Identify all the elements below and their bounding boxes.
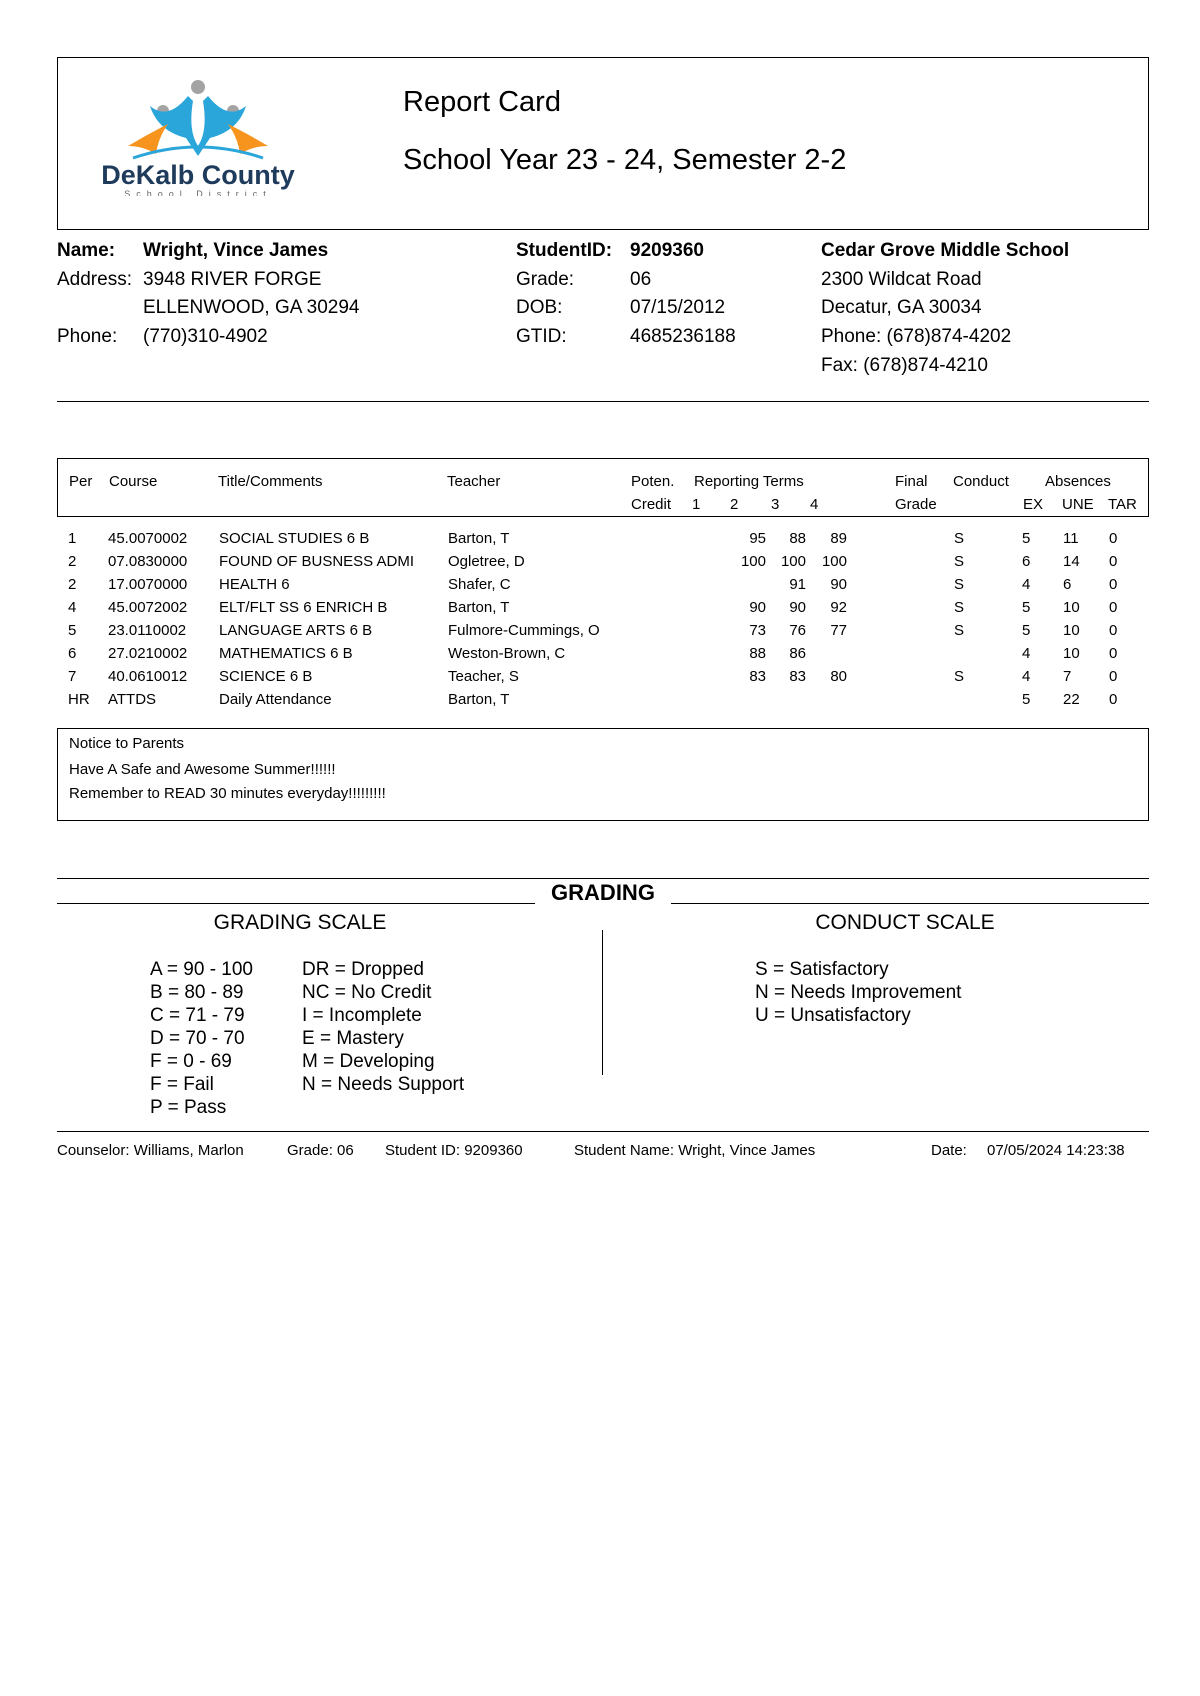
cell-ex: 5	[1022, 691, 1031, 708]
cell-tar: 0	[1109, 530, 1118, 547]
school-address-2: Decatur, GA 30034	[821, 297, 982, 318]
cell-teacher: Barton, T	[448, 691, 510, 708]
address-line-2: ELLENWOOD, GA 30294	[143, 297, 360, 318]
cell-t3: 90	[830, 576, 847, 593]
col-credit: Credit	[631, 496, 672, 513]
cell-teacher: Barton, T	[448, 599, 510, 616]
footer-grade: Grade: 06	[287, 1142, 354, 1159]
conduct-scale-item: N = Needs Improvement	[755, 982, 962, 1003]
cell-teacher: Ogletree, D	[448, 553, 525, 570]
conduct-scale-item: S = Satisfactory	[755, 959, 889, 980]
col-term-2: 2	[730, 496, 739, 513]
cell-title: MATHEMATICS 6 B	[219, 645, 353, 662]
cell-title: SCIENCE 6 B	[219, 668, 313, 685]
grade-scale-item: F = Fail	[150, 1074, 214, 1095]
col-poten: Poten.	[631, 473, 675, 490]
cell-une: 10	[1063, 622, 1080, 639]
grade-code-item: DR = Dropped	[302, 959, 424, 980]
cell-tar: 0	[1109, 645, 1118, 662]
cell-t1: 100	[740, 553, 766, 570]
cell-tar: 0	[1109, 691, 1118, 708]
cell-t2: 88	[789, 530, 806, 547]
cell-t2: 83	[789, 668, 806, 685]
cell-ex: 4	[1022, 576, 1031, 593]
col-course: Course	[109, 473, 158, 490]
cell-t2: 86	[789, 645, 806, 662]
notice-box	[57, 728, 1149, 821]
cell-t3: 92	[830, 599, 847, 616]
logo-tagline: School District	[124, 189, 272, 196]
grade-scale-item: C = 71 - 79	[150, 1005, 245, 1026]
cell-per: 6	[68, 645, 77, 662]
col-title: Title/Comments	[218, 473, 323, 490]
table-row	[57, 645, 1149, 668]
cell-teacher: Shafer, C	[448, 576, 511, 593]
school-name: Cedar Grove Middle School	[821, 240, 1070, 261]
col-teacher: Teacher	[447, 473, 501, 490]
cell-per: 1	[68, 530, 77, 547]
grades-table-body	[57, 530, 1149, 715]
col-term-4: 4	[810, 496, 819, 513]
col-ex: EX	[1023, 496, 1044, 513]
table-row	[57, 622, 1149, 645]
cell-ex: 5	[1022, 622, 1031, 639]
grade-code-item: I = Incomplete	[302, 1005, 422, 1026]
address-label: Address:	[57, 269, 132, 290]
grading-top-rule	[57, 878, 1149, 879]
student-phone: (770)310-4902	[143, 326, 268, 347]
cell-t2: 100	[780, 553, 806, 570]
student-name: Wright, Vince James	[143, 240, 329, 261]
cell-title: FOUND OF BUSNESS ADMI	[219, 553, 415, 570]
cell-title: LANGUAGE ARTS 6 B	[219, 622, 373, 639]
logo-wordmark: DeKalb County	[101, 160, 295, 190]
cell-ex: 4	[1022, 645, 1031, 662]
footer-date-label: Date:	[931, 1142, 967, 1159]
cell-t1: 88	[749, 645, 766, 662]
student-gtid: 4685236188	[630, 326, 736, 347]
conduct-scale-title: CONDUCT SCALE	[815, 911, 995, 934]
info-divider	[57, 401, 1149, 402]
cell-per: 2	[68, 576, 77, 593]
cell-conduct: S	[954, 553, 965, 570]
cell-course: 45.0072002	[108, 599, 188, 616]
school-phone: Phone: (678)874-4202	[821, 326, 1012, 347]
cell-conduct: S	[954, 622, 965, 639]
cell-teacher: Teacher, S	[448, 668, 519, 685]
cell-teacher: Fulmore-Cummings, O	[448, 622, 600, 639]
cell-course: 23.0110002	[108, 622, 187, 639]
notice-line-2: Remember to READ 30 minutes everyday!!!!!!!!!	[69, 785, 386, 802]
footer-date: 07/05/2024 14:23:38	[987, 1142, 1125, 1159]
cell-course: 40.0610012	[108, 668, 188, 685]
cell-t1: 83	[749, 668, 766, 685]
grading-heading: GRADING	[535, 880, 671, 906]
cell-ex: 4	[1022, 668, 1031, 685]
table-row	[57, 576, 1149, 599]
cell-une: 10	[1063, 599, 1080, 616]
cell-une: 22	[1063, 691, 1080, 708]
notice-line-1: Have A Safe and Awesome Summer!!!!!!	[69, 761, 336, 778]
cell-t2: 91	[789, 576, 806, 593]
cell-ex: 5	[1022, 530, 1031, 547]
cell-t1: 90	[749, 599, 766, 616]
cell-per: 5	[68, 622, 77, 639]
col-tar: TAR	[1108, 496, 1137, 513]
cell-t3: 80	[830, 668, 847, 685]
cell-une: 14	[1063, 553, 1080, 570]
cell-t1: 95	[749, 530, 766, 547]
student-id-label: StudentID:	[516, 240, 613, 261]
grades-table-header	[57, 458, 1149, 517]
grade-code-item: M = Developing	[302, 1051, 435, 1072]
cell-ex: 6	[1022, 553, 1031, 570]
gtid-label: GTID:	[516, 326, 567, 347]
cell-t3: 77	[830, 622, 847, 639]
col-une: UNE	[1062, 496, 1094, 513]
grade-code-item: N = Needs Support	[302, 1074, 465, 1095]
cell-per: 7	[68, 668, 77, 685]
grade-label: Grade:	[516, 269, 575, 290]
school-fax: Fax: (678)874-4210	[821, 355, 988, 376]
cell-course: 45.0070002	[108, 530, 188, 547]
grading-scale-title: GRADING SCALE	[213, 911, 387, 934]
footer-student-id: Student ID: 9209360	[385, 1142, 523, 1159]
cell-ex: 5	[1022, 599, 1031, 616]
student-grade: 06	[630, 269, 652, 290]
conduct-scale-item: U = Unsatisfactory	[755, 1005, 911, 1026]
table-row	[57, 668, 1149, 691]
cell-t3: 100	[821, 553, 847, 570]
cell-tar: 0	[1109, 622, 1118, 639]
student-dob: 07/15/2012	[630, 297, 726, 318]
cell-une: 11	[1063, 530, 1079, 547]
header-box	[57, 57, 1149, 230]
cell-tar: 0	[1109, 599, 1118, 616]
cell-title: ELT/FLT SS 6 ENRICH B	[219, 599, 388, 616]
cell-une: 7	[1063, 668, 1072, 685]
district-logo-graphic	[98, 76, 298, 196]
cell-conduct: S	[954, 599, 965, 616]
cell-conduct: S	[954, 576, 965, 593]
cell-course: ATTDS	[108, 691, 157, 708]
cell-t2: 90	[789, 599, 806, 616]
col-absences: Absences	[1045, 473, 1111, 490]
cell-t3: 89	[830, 530, 847, 547]
cell-course: 17.0070000	[108, 576, 188, 593]
cell-tar: 0	[1109, 668, 1118, 685]
cell-teacher: Barton, T	[448, 530, 510, 547]
cell-per: HR	[68, 691, 90, 708]
dob-label: DOB:	[516, 297, 563, 318]
footer-counselor: Counselor: Williams, Marlon	[57, 1142, 244, 1159]
footer-rule	[57, 1131, 1149, 1132]
col-term-3: 3	[771, 496, 780, 513]
cell-une: 6	[1063, 576, 1072, 593]
cell-tar: 0	[1109, 553, 1118, 570]
table-row	[57, 553, 1149, 576]
grade-scale-item: A = 90 - 100	[150, 959, 253, 980]
phone-label: Phone:	[57, 326, 118, 347]
cell-conduct: S	[954, 668, 965, 685]
grade-code-item: NC = No Credit	[302, 982, 432, 1003]
cell-t2: 76	[789, 622, 806, 639]
cell-une: 10	[1063, 645, 1080, 662]
grade-scale-item: D = 70 - 70	[150, 1028, 245, 1049]
cell-title: Daily Attendance	[219, 691, 332, 708]
student-id: 9209360	[630, 240, 704, 261]
cell-t1: 73	[749, 622, 766, 639]
cell-title: SOCIAL STUDIES 6 B	[219, 530, 370, 547]
grade-scale-item: F = 0 - 69	[150, 1051, 232, 1072]
cell-teacher: Weston-Brown, C	[448, 645, 566, 662]
cell-per: 4	[68, 599, 77, 616]
cell-tar: 0	[1109, 576, 1118, 593]
report-subtitle: School Year 23 - 24, Semester 2-2	[403, 144, 847, 176]
cell-course: 07.0830000	[108, 553, 188, 570]
cell-course: 27.0210002	[108, 645, 188, 662]
table-row	[57, 530, 1149, 553]
cell-per: 2	[68, 553, 77, 570]
table-row	[57, 599, 1149, 622]
col-final-grade: Grade	[895, 496, 937, 513]
col-reporting-terms: Reporting Terms	[694, 473, 804, 490]
address-line-1: 3948 RIVER FORGE	[143, 269, 322, 290]
grade-scale-item: P = Pass	[150, 1097, 227, 1118]
cell-conduct: S	[954, 530, 965, 547]
cell-title: HEALTH 6	[219, 576, 290, 593]
student-name-label: Name:	[57, 240, 116, 261]
notice-title: Notice to Parents	[69, 735, 185, 752]
report-title: Report Card	[403, 86, 561, 118]
col-per: Per	[69, 473, 93, 490]
grade-scale-item: B = 80 - 89	[150, 982, 244, 1003]
grading-scale-divider	[602, 930, 603, 1075]
table-row	[57, 691, 1149, 714]
col-term-1: 1	[692, 496, 701, 513]
district-logo	[98, 76, 298, 196]
grade-code-item: E = Mastery	[302, 1028, 404, 1049]
col-final: Final	[895, 473, 928, 490]
col-conduct: Conduct	[953, 473, 1009, 490]
footer-student-name: Student Name: Wright, Vince James	[574, 1142, 816, 1159]
school-address-1: 2300 Wildcat Road	[821, 269, 982, 290]
